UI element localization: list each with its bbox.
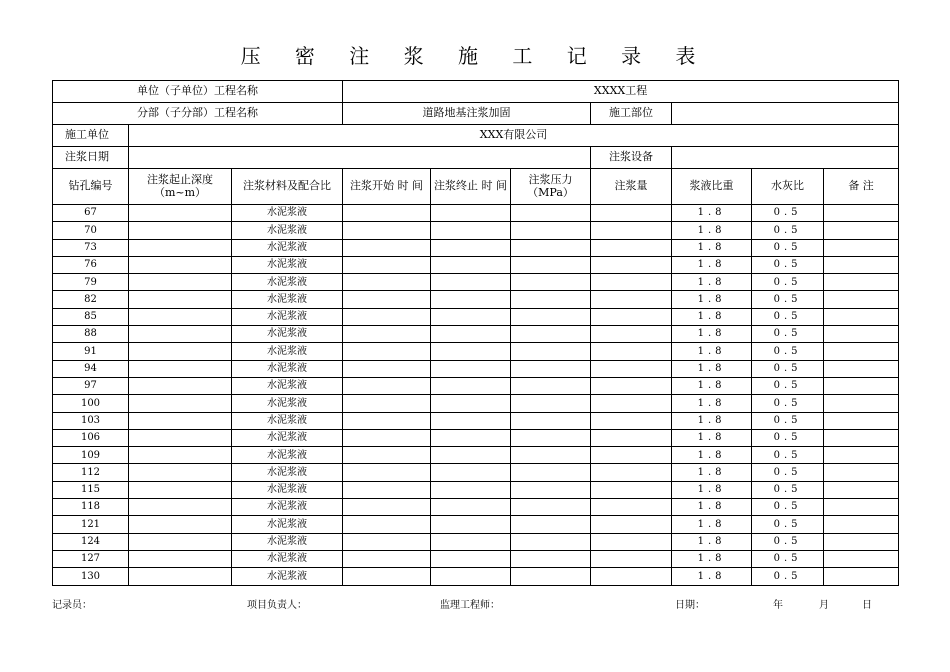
pressure-cell <box>511 239 591 256</box>
pressure-cell <box>511 481 591 498</box>
unit-name-value: XXXX工程 <box>343 81 899 103</box>
density-cell: 1.8 <box>672 274 752 291</box>
table-row <box>53 308 899 325</box>
remark-cell <box>824 429 899 446</box>
material-cell: 水泥浆液 <box>232 291 343 308</box>
depth-cell <box>129 447 232 464</box>
depth-cell <box>129 533 232 550</box>
supervisor-label: 监理工程师： <box>440 600 500 611</box>
hole-number-cell: 94 <box>53 360 129 377</box>
wc-ratio-cell: 0.5 <box>752 256 824 273</box>
header-hole: 钻孔编号 <box>53 169 129 205</box>
start-time-cell <box>343 343 431 360</box>
density-cell: 1.8 <box>672 395 752 412</box>
table-row <box>53 256 899 273</box>
company-value: XXX有限公司 <box>129 125 899 147</box>
wc-ratio-cell: 0.5 <box>752 205 824 222</box>
equipment-label: 注浆设备 <box>591 147 672 169</box>
end-time-cell <box>431 412 511 429</box>
remark-cell <box>824 550 899 567</box>
hole-number-cell: 121 <box>53 516 129 533</box>
table-row <box>53 205 899 222</box>
header-end-time: 注浆终止 时 间 <box>431 169 511 205</box>
depth-cell <box>129 481 232 498</box>
year-label: 年 <box>773 600 783 611</box>
material-cell: 水泥浆液 <box>232 412 343 429</box>
start-time-cell <box>343 481 431 498</box>
hole-number-cell: 118 <box>53 499 129 516</box>
table-row <box>53 447 899 464</box>
depth-cell <box>129 516 232 533</box>
wc-ratio-cell: 0.5 <box>752 308 824 325</box>
depth-cell <box>129 308 232 325</box>
material-cell: 水泥浆液 <box>232 533 343 550</box>
pressure-cell <box>511 308 591 325</box>
wc-ratio-cell: 0.5 <box>752 395 824 412</box>
depth-cell <box>129 239 232 256</box>
end-time-cell <box>431 550 511 567</box>
end-time-cell <box>431 429 511 446</box>
start-time-cell <box>343 291 431 308</box>
end-time-cell <box>431 222 511 239</box>
wc-ratio-cell: 0.5 <box>752 568 824 585</box>
hole-number-cell: 79 <box>53 274 129 291</box>
wc-ratio-cell: 0.5 <box>752 326 824 343</box>
header-material: 注浆材料及配合比 <box>232 169 343 205</box>
density-cell: 1.8 <box>672 464 752 481</box>
hole-number-cell: 82 <box>53 291 129 308</box>
volume-cell <box>591 205 672 222</box>
table-row <box>53 395 899 412</box>
start-time-cell <box>343 447 431 464</box>
density-cell: 1.8 <box>672 205 752 222</box>
volume-cell <box>591 308 672 325</box>
density-cell: 1.8 <box>672 481 752 498</box>
header-remark: 备 注 <box>824 169 899 205</box>
division-name-value: 道路地基注浆加固 <box>343 103 591 125</box>
table-row <box>53 568 899 585</box>
table-row <box>53 222 899 239</box>
end-time-cell <box>431 291 511 308</box>
pressure-cell <box>511 326 591 343</box>
density-cell: 1.8 <box>672 360 752 377</box>
wc-ratio-cell: 0.5 <box>752 360 824 377</box>
company-label: 施工单位 <box>53 125 129 147</box>
table-row <box>53 377 899 394</box>
end-time-cell <box>431 464 511 481</box>
density-cell: 1.8 <box>672 412 752 429</box>
end-time-cell <box>431 481 511 498</box>
hole-number-cell: 73 <box>53 239 129 256</box>
density-cell: 1.8 <box>672 533 752 550</box>
table-row <box>53 464 899 481</box>
material-cell: 水泥浆液 <box>232 550 343 567</box>
material-cell: 水泥浆液 <box>232 395 343 412</box>
density-cell: 1.8 <box>672 291 752 308</box>
hole-number-cell: 85 <box>53 308 129 325</box>
start-time-cell <box>343 533 431 550</box>
density-cell: 1.8 <box>672 499 752 516</box>
hole-number-cell: 130 <box>53 568 129 585</box>
density-cell: 1.8 <box>672 222 752 239</box>
start-time-cell <box>343 516 431 533</box>
grouting-date-label: 注浆日期 <box>53 147 129 169</box>
end-time-cell <box>431 499 511 516</box>
table-row <box>53 533 899 550</box>
depth-cell <box>129 568 232 585</box>
pressure-cell <box>511 412 591 429</box>
pressure-cell <box>511 256 591 273</box>
material-cell: 水泥浆液 <box>232 308 343 325</box>
start-time-cell <box>343 429 431 446</box>
table-row <box>53 550 899 567</box>
volume-cell <box>591 429 672 446</box>
end-time-cell <box>431 533 511 550</box>
pressure-cell <box>511 499 591 516</box>
remark-cell <box>824 377 899 394</box>
start-time-cell <box>343 308 431 325</box>
material-cell: 水泥浆液 <box>232 429 343 446</box>
depth-cell <box>129 343 232 360</box>
end-time-cell <box>431 395 511 412</box>
depth-cell <box>129 274 232 291</box>
remark-cell <box>824 291 899 308</box>
material-cell: 水泥浆液 <box>232 499 343 516</box>
density-cell: 1.8 <box>672 516 752 533</box>
density-cell: 1.8 <box>672 256 752 273</box>
equipment-value <box>672 147 899 169</box>
depth-cell <box>129 377 232 394</box>
end-time-cell <box>431 343 511 360</box>
depth-cell <box>129 429 232 446</box>
header-volume: 注浆量 <box>591 169 672 205</box>
wc-ratio-cell: 0.5 <box>752 412 824 429</box>
hole-number-cell: 88 <box>53 326 129 343</box>
remark-cell <box>824 395 899 412</box>
remark-cell <box>824 239 899 256</box>
recorder-label: 记录员： <box>52 600 92 611</box>
material-cell: 水泥浆液 <box>232 568 343 585</box>
hole-number-cell: 67 <box>53 205 129 222</box>
volume-cell <box>591 447 672 464</box>
table-row <box>53 360 899 377</box>
end-time-cell <box>431 326 511 343</box>
start-time-cell <box>343 205 431 222</box>
manager-label: 项目负责人： <box>247 600 307 611</box>
pressure-cell <box>511 274 591 291</box>
wc-ratio-cell: 0.5 <box>752 499 824 516</box>
month-label: 月 <box>819 600 829 611</box>
start-time-cell <box>343 222 431 239</box>
pressure-cell <box>511 395 591 412</box>
start-time-cell <box>343 550 431 567</box>
pressure-cell <box>511 464 591 481</box>
start-time-cell <box>343 274 431 291</box>
remark-cell <box>824 481 899 498</box>
volume-cell <box>591 481 672 498</box>
hole-number-cell: 100 <box>53 395 129 412</box>
header-pressure: 注浆压力（MPa） <box>511 169 591 205</box>
volume-cell <box>591 395 672 412</box>
volume-cell <box>591 274 672 291</box>
depth-cell <box>129 222 232 239</box>
volume-cell <box>591 550 672 567</box>
start-time-cell <box>343 412 431 429</box>
hole-number-cell: 97 <box>53 377 129 394</box>
wc-ratio-cell: 0.5 <box>752 291 824 308</box>
location-label: 施工部位 <box>591 103 672 125</box>
volume-cell <box>591 239 672 256</box>
page-title: 压 密 注 浆 施 工 记 录 表 <box>240 44 710 68</box>
location-value <box>672 103 899 125</box>
volume-cell <box>591 343 672 360</box>
start-time-cell <box>343 395 431 412</box>
volume-cell <box>591 291 672 308</box>
wc-ratio-cell: 0.5 <box>752 377 824 394</box>
signature-footer <box>52 596 898 610</box>
end-time-cell <box>431 516 511 533</box>
day-label: 日 <box>862 600 872 611</box>
end-time-cell <box>431 568 511 585</box>
hole-number-cell: 112 <box>53 464 129 481</box>
pressure-cell <box>511 222 591 239</box>
material-cell: 水泥浆液 <box>232 326 343 343</box>
pressure-cell <box>511 516 591 533</box>
wc-ratio-cell: 0.5 <box>752 222 824 239</box>
wc-ratio-cell: 0.5 <box>752 429 824 446</box>
volume-cell <box>591 499 672 516</box>
depth-cell <box>129 464 232 481</box>
hole-number-cell: 91 <box>53 343 129 360</box>
end-time-cell <box>431 447 511 464</box>
material-cell: 水泥浆液 <box>232 222 343 239</box>
pressure-cell <box>511 550 591 567</box>
pressure-cell <box>511 360 591 377</box>
table-row <box>53 481 899 498</box>
remark-cell <box>824 360 899 377</box>
division-name-label: 分部（子分部）工程名称 <box>53 103 343 125</box>
pressure-cell <box>511 291 591 308</box>
material-cell: 水泥浆液 <box>232 516 343 533</box>
wc-ratio-cell: 0.5 <box>752 550 824 567</box>
material-cell: 水泥浆液 <box>232 377 343 394</box>
table-row <box>53 326 899 343</box>
material-cell: 水泥浆液 <box>232 481 343 498</box>
volume-cell <box>591 533 672 550</box>
volume-cell <box>591 360 672 377</box>
end-time-cell <box>431 239 511 256</box>
density-cell: 1.8 <box>672 377 752 394</box>
pressure-cell <box>511 447 591 464</box>
volume-cell <box>591 256 672 273</box>
header-start-time: 注浆开始 时 间 <box>343 169 431 205</box>
remark-cell <box>824 499 899 516</box>
material-cell: 水泥浆液 <box>232 274 343 291</box>
grouting-record-table <box>52 80 899 586</box>
remark-cell <box>824 516 899 533</box>
material-cell: 水泥浆液 <box>232 239 343 256</box>
density-cell: 1.8 <box>672 308 752 325</box>
material-cell: 水泥浆液 <box>232 447 343 464</box>
volume-cell <box>591 516 672 533</box>
depth-cell <box>129 256 232 273</box>
material-cell: 水泥浆液 <box>232 343 343 360</box>
volume-cell <box>591 326 672 343</box>
wc-ratio-cell: 0.5 <box>752 533 824 550</box>
remark-cell <box>824 568 899 585</box>
start-time-cell <box>343 499 431 516</box>
remark-cell <box>824 256 899 273</box>
wc-ratio-cell: 0.5 <box>752 343 824 360</box>
header-density: 浆液比重 <box>672 169 752 205</box>
volume-cell <box>591 412 672 429</box>
density-cell: 1.8 <box>672 568 752 585</box>
header-wc-ratio: 水灰比 <box>752 169 824 205</box>
density-cell: 1.8 <box>672 550 752 567</box>
material-cell: 水泥浆液 <box>232 464 343 481</box>
start-time-cell <box>343 377 431 394</box>
remark-cell <box>824 412 899 429</box>
material-cell: 水泥浆液 <box>232 205 343 222</box>
density-cell: 1.8 <box>672 326 752 343</box>
end-time-cell <box>431 360 511 377</box>
depth-cell <box>129 291 232 308</box>
density-cell: 1.8 <box>672 429 752 446</box>
hole-number-cell: 103 <box>53 412 129 429</box>
depth-cell <box>129 550 232 567</box>
pressure-cell <box>511 429 591 446</box>
hole-number-cell: 127 <box>53 550 129 567</box>
pressure-cell <box>511 568 591 585</box>
remark-cell <box>824 343 899 360</box>
table-row <box>53 291 899 308</box>
wc-ratio-cell: 0.5 <box>752 464 824 481</box>
volume-cell <box>591 464 672 481</box>
wc-ratio-cell: 0.5 <box>752 447 824 464</box>
end-time-cell <box>431 377 511 394</box>
depth-cell <box>129 360 232 377</box>
depth-cell <box>129 395 232 412</box>
header-depth: 注浆起止深度（m~m） <box>129 169 232 205</box>
remark-cell <box>824 326 899 343</box>
remark-cell <box>824 274 899 291</box>
depth-cell <box>129 205 232 222</box>
hole-number-cell: 124 <box>53 533 129 550</box>
end-time-cell <box>431 274 511 291</box>
grouting-date-value <box>129 147 591 169</box>
depth-cell <box>129 412 232 429</box>
remark-cell <box>824 205 899 222</box>
wc-ratio-cell: 0.5 <box>752 481 824 498</box>
depth-cell <box>129 326 232 343</box>
start-time-cell <box>343 239 431 256</box>
start-time-cell <box>343 326 431 343</box>
wc-ratio-cell: 0.5 <box>752 239 824 256</box>
unit-name-label: 单位（子单位）工程名称 <box>53 81 343 103</box>
volume-cell <box>591 377 672 394</box>
start-time-cell <box>343 464 431 481</box>
pressure-cell <box>511 533 591 550</box>
start-time-cell <box>343 568 431 585</box>
table-row <box>53 412 899 429</box>
remark-cell <box>824 222 899 239</box>
wc-ratio-cell: 0.5 <box>752 274 824 291</box>
end-time-cell <box>431 256 511 273</box>
table-row <box>53 343 899 360</box>
table-row <box>53 274 899 291</box>
pressure-cell <box>511 343 591 360</box>
pressure-cell <box>511 377 591 394</box>
start-time-cell <box>343 256 431 273</box>
table-row <box>53 239 899 256</box>
remark-cell <box>824 308 899 325</box>
end-time-cell <box>431 205 511 222</box>
wc-ratio-cell: 0.5 <box>752 516 824 533</box>
hole-number-cell: 76 <box>53 256 129 273</box>
depth-cell <box>129 499 232 516</box>
hole-number-cell: 106 <box>53 429 129 446</box>
material-cell: 水泥浆液 <box>232 360 343 377</box>
remark-cell <box>824 533 899 550</box>
pressure-cell <box>511 205 591 222</box>
date-label: 日期： <box>675 600 705 611</box>
remark-cell <box>824 464 899 481</box>
volume-cell <box>591 568 672 585</box>
volume-cell <box>591 222 672 239</box>
table-row <box>53 516 899 533</box>
remark-cell <box>824 447 899 464</box>
hole-number-cell: 115 <box>53 481 129 498</box>
hole-number-cell: 70 <box>53 222 129 239</box>
material-cell: 水泥浆液 <box>232 256 343 273</box>
table-row <box>53 499 899 516</box>
density-cell: 1.8 <box>672 343 752 360</box>
end-time-cell <box>431 308 511 325</box>
table-row <box>53 429 899 446</box>
density-cell: 1.8 <box>672 239 752 256</box>
hole-number-cell: 109 <box>53 447 129 464</box>
density-cell: 1.8 <box>672 447 752 464</box>
start-time-cell <box>343 360 431 377</box>
